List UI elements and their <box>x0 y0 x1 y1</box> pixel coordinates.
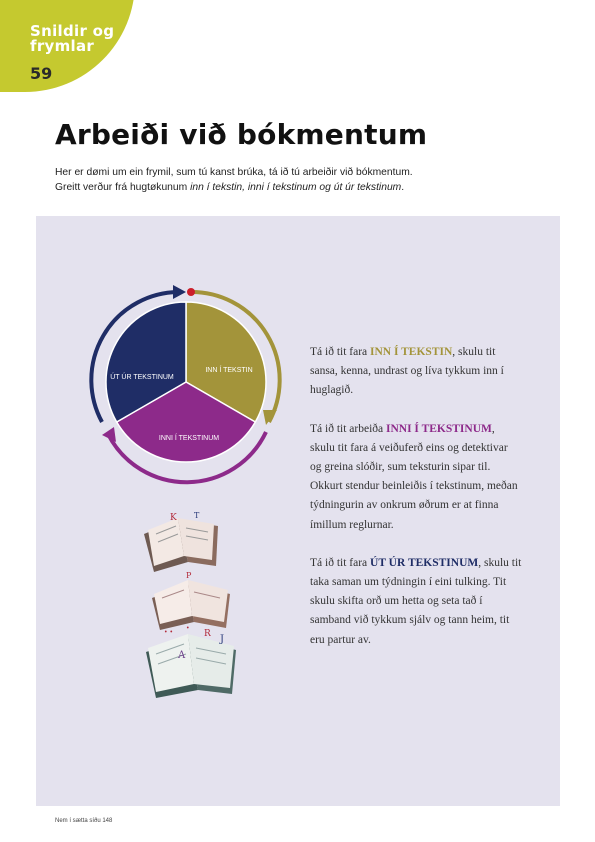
page-number: 59 <box>30 64 53 83</box>
svg-text:• •: • • <box>164 629 173 636</box>
paragraph-inni: Tá ið tit arbeiða INNI Í TEKSTINUM, skulu tit fara á veiðuferð eins og detektivar og greina slóðir, sum teksturin sipar til. Okkurt stendur beinleiðis í tekstinum, meðan týdningurin av onkrum øðrum er at finna ímillum reglurnar. <box>310 422 518 531</box>
segment-label-inn: INN Í TEKSTIN <box>205 367 253 374</box>
intro-text <box>55 165 535 195</box>
keyword-ut-ur-tekstinum: ÚT ÚR TEKSTINUM <box>370 556 479 569</box>
explanation-text <box>310 343 522 669</box>
paragraph-ut: Tá ið tit fara ÚT ÚR TEKSTINUM, skulu tit taka saman um týdningin í eini tulking. Tit skulu skifta orð um hetta og seta tað í samband við tykkum sjálv og tann heim, tit eru partur av. <box>310 556 522 646</box>
intro-terms: inn í tekstin, inni í tekstinum og út úr tekstinum <box>190 182 402 193</box>
cycle-arrowhead-inn <box>263 410 277 425</box>
svg-text:•: • <box>186 625 190 632</box>
section-label-line1: Snildir og <box>30 22 115 40</box>
reading-cycle-diagram <box>86 282 286 492</box>
paragraph-inn: Tá ið tit fara INN Í TEKSTIN, skulu tit sansa, kenna, undrast og líva tykkum inn í huglagið. <box>310 346 504 397</box>
svg-text:T: T <box>194 512 200 520</box>
book-top <box>144 512 218 572</box>
intro-line1: Her er dømi um ein frymil, sum tú kanst brúka, tá ið tú arbeiðir við bókmentum. <box>55 167 413 178</box>
segment-label-inni: INNI Í TEKSTINUM <box>158 435 220 442</box>
footer-reference: Nem í sætta síðu 148 <box>55 818 113 824</box>
intro-line2: Greitt verður frá hugtøkunum inn í tekstin, inni í tekstinum og út úr tekstinum. <box>55 182 405 193</box>
svg-text:R: R <box>204 629 211 639</box>
keyword-inni-i-tekstinum: INNI Í TEKSTINUM <box>386 422 492 435</box>
flying-books-illustration <box>138 512 248 702</box>
section-label-line2: frymlar <box>30 37 95 55</box>
svg-text:A: A <box>178 650 186 661</box>
book-bottom <box>146 625 236 698</box>
page-title: Arbeiði við bókmentum <box>55 118 428 151</box>
cycle-arrowhead-ut <box>173 285 186 299</box>
book-middle <box>152 571 230 636</box>
svg-text:J: J <box>220 634 225 645</box>
svg-text:K: K <box>170 513 177 523</box>
segment-label-ut: ÚT ÚR TEKSTINUM <box>110 374 174 381</box>
svg-text:P: P <box>186 571 192 580</box>
keyword-inn-i-tekstin: INN Í TEKSTIN <box>370 346 453 358</box>
cycle-start-dot <box>187 288 195 296</box>
section-label <box>30 24 114 54</box>
